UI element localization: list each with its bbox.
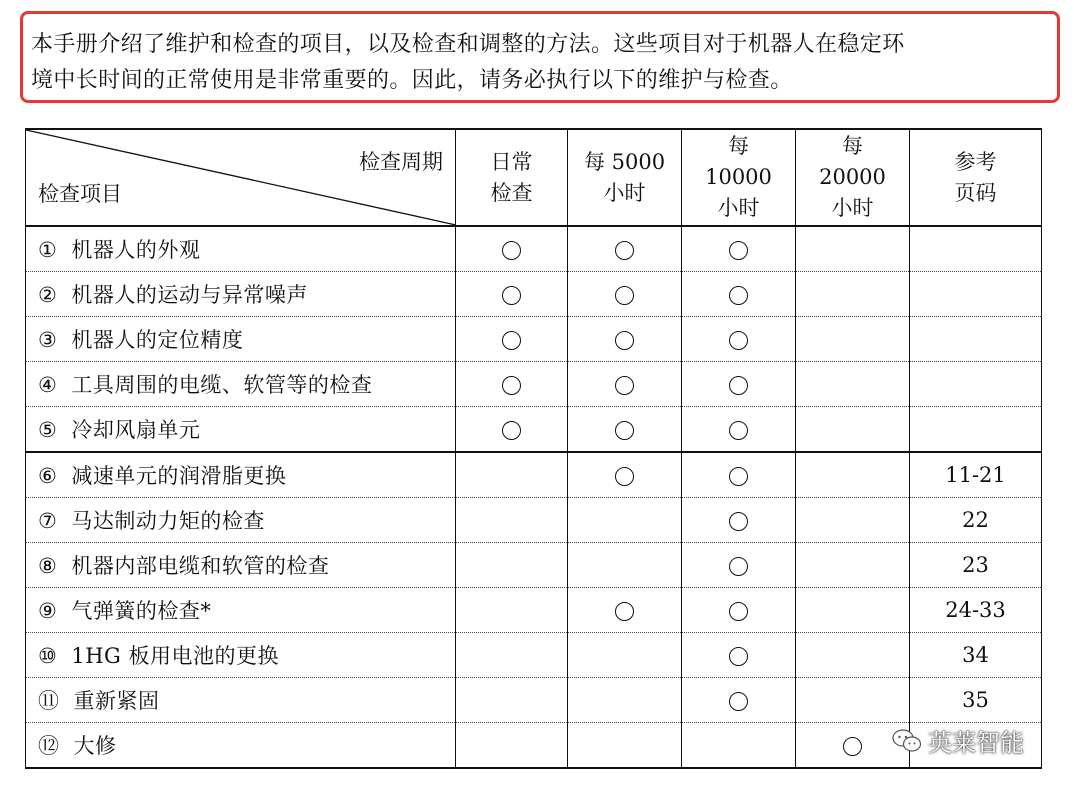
page-ref-cell: 24-33 xyxy=(910,588,1042,633)
circle-mark-icon xyxy=(615,241,634,260)
item-number: ⑩ xyxy=(38,644,58,668)
circle-mark-icon xyxy=(729,286,748,305)
period-cell-h20000 xyxy=(796,362,910,407)
period-cell-daily xyxy=(456,543,568,588)
period-cell-daily xyxy=(456,633,568,678)
period-cell-h20000 xyxy=(796,678,910,723)
item-number: ⑪ xyxy=(38,689,60,713)
period-cell-h10000 xyxy=(682,407,796,453)
circle-mark-icon xyxy=(615,376,634,395)
wechat-icon xyxy=(892,728,922,754)
circle-mark-icon xyxy=(502,376,521,395)
circle-mark-icon xyxy=(729,241,748,260)
intro-line-2: 境中长时间的正常使用是非常重要的。因此，请务必执行以下的维护与检查。 xyxy=(31,68,793,93)
circle-mark-icon xyxy=(729,376,748,395)
period-cell-h10000 xyxy=(682,678,796,723)
circle-mark-icon xyxy=(502,241,521,260)
table-row xyxy=(26,498,1042,543)
header-period-label: 检查周期 xyxy=(359,150,443,174)
circle-mark-icon xyxy=(729,557,748,576)
period-cell-h10000 xyxy=(682,226,796,272)
circle-mark-icon xyxy=(729,421,748,440)
header-daily: 日常 检查 xyxy=(456,129,568,226)
period-cell-daily xyxy=(456,272,568,317)
table-row xyxy=(26,407,1042,453)
item-number: ⑨ xyxy=(38,599,58,623)
item-label: 机器人的运动与异常噪声 xyxy=(71,283,308,307)
item-number: ③ xyxy=(38,328,58,352)
check-item-cell xyxy=(26,678,456,723)
period-cell-h5000 xyxy=(568,543,682,588)
item-number: ⑤ xyxy=(38,418,58,442)
period-cell-h20000 xyxy=(796,498,910,543)
table-row xyxy=(26,633,1042,678)
period-cell-h5000 xyxy=(568,362,682,407)
check-item-cell xyxy=(26,543,456,588)
period-cell-daily xyxy=(456,498,568,543)
table-row xyxy=(26,588,1042,633)
item-number: ⑦ xyxy=(38,509,58,533)
circle-mark-icon xyxy=(729,647,748,666)
page-ref-cell: 22 xyxy=(910,498,1042,543)
header-5000h: 每 5000 小时 xyxy=(568,129,682,226)
check-item-cell xyxy=(26,272,456,317)
item-label: 大修 xyxy=(73,734,117,758)
period-cell-h5000 xyxy=(568,498,682,543)
circle-mark-icon xyxy=(502,286,521,305)
period-cell-h5000 xyxy=(568,678,682,723)
period-cell-h5000 xyxy=(568,317,682,362)
page-ref-cell: 34 xyxy=(910,633,1042,678)
table-row xyxy=(26,678,1042,723)
period-cell-daily xyxy=(456,226,568,272)
circle-mark-icon xyxy=(729,467,748,486)
item-number: ② xyxy=(38,283,58,307)
circle-mark-icon xyxy=(729,602,748,621)
item-label: 重新紧固 xyxy=(73,689,160,713)
page-ref-cell xyxy=(910,362,1042,407)
period-cell-h10000 xyxy=(682,317,796,362)
period-cell-h20000 xyxy=(796,633,910,678)
period-cell-h10000 xyxy=(682,588,796,633)
item-label: 机器人的定位精度 xyxy=(71,328,244,352)
item-number: ⑥ xyxy=(38,464,58,488)
item-label: 冷却风扇单元 xyxy=(71,418,201,442)
period-cell-h20000 xyxy=(796,543,910,588)
period-cell-daily xyxy=(456,588,568,633)
check-item-cell xyxy=(26,452,456,498)
intro-line-1: 本手册介绍了维护和检查的项目，以及检查和调整的方法。这些项目对于机器人在稳定环 xyxy=(31,32,905,57)
check-item-cell xyxy=(26,588,456,633)
table-row xyxy=(26,226,1042,272)
page-ref-cell xyxy=(910,317,1042,362)
page-ref-cell xyxy=(910,272,1042,317)
table-row xyxy=(26,452,1042,498)
maintenance-table xyxy=(25,128,1042,769)
page-ref-cell xyxy=(910,226,1042,272)
page-ref-cell: 23 xyxy=(910,543,1042,588)
header-item-label: 检查项目 xyxy=(38,182,122,206)
period-cell-daily xyxy=(456,678,568,723)
header-corner-cell xyxy=(26,129,456,226)
period-cell-daily xyxy=(456,723,568,769)
check-item-cell xyxy=(26,723,456,769)
table-row xyxy=(26,317,1042,362)
circle-mark-icon xyxy=(615,331,634,350)
period-cell-daily xyxy=(456,362,568,407)
table-row xyxy=(26,723,1042,769)
circle-mark-icon xyxy=(729,512,748,531)
item-label: 机器人的外观 xyxy=(71,238,201,262)
header-10000h: 每 10000 小时 xyxy=(682,129,796,226)
period-cell-h5000 xyxy=(568,633,682,678)
page-ref-cell: 35 xyxy=(910,678,1042,723)
period-cell-h10000 xyxy=(682,272,796,317)
circle-mark-icon xyxy=(729,331,748,350)
check-item-cell xyxy=(26,498,456,543)
page-ref-cell: 11-21 xyxy=(910,452,1042,498)
period-cell-h10000 xyxy=(682,633,796,678)
period-cell-h5000 xyxy=(568,226,682,272)
period-cell-h20000 xyxy=(796,588,910,633)
check-item-cell xyxy=(26,226,456,272)
header-page: 参考 页码 xyxy=(910,129,1042,226)
period-cell-h5000 xyxy=(568,407,682,453)
period-cell-h20000 xyxy=(796,272,910,317)
period-cell-h20000 xyxy=(796,317,910,362)
intro-box xyxy=(20,11,1060,103)
item-label: 机器内部电缆和软管的检查 xyxy=(71,554,330,578)
circle-mark-icon xyxy=(502,331,521,350)
item-label: 1HG 板用电池的更换 xyxy=(71,644,279,668)
page-ref-cell xyxy=(910,407,1042,453)
period-cell-h10000 xyxy=(682,498,796,543)
check-item-cell xyxy=(26,633,456,678)
period-cell-daily xyxy=(456,452,568,498)
circle-mark-icon xyxy=(843,737,862,756)
watermark-text: 英莱智能 xyxy=(928,729,1024,757)
circle-mark-icon xyxy=(615,467,634,486)
period-cell-h5000 xyxy=(568,723,682,769)
item-number: ④ xyxy=(38,373,58,397)
table-row xyxy=(26,362,1042,407)
item-label: 减速单元的润滑脂更换 xyxy=(71,464,287,488)
period-cell-h10000 xyxy=(682,723,796,769)
check-item-cell xyxy=(26,407,456,453)
period-cell-h5000 xyxy=(568,272,682,317)
period-cell-h10000 xyxy=(682,543,796,588)
period-cell-h20000 xyxy=(796,226,910,272)
item-label: 气弹簧的检查* xyxy=(71,599,212,623)
period-cell-daily xyxy=(456,407,568,453)
period-cell-h10000 xyxy=(682,452,796,498)
circle-mark-icon xyxy=(615,421,634,440)
period-cell-h5000 xyxy=(568,452,682,498)
circle-mark-icon xyxy=(615,286,634,305)
item-number: ⑫ xyxy=(38,734,60,758)
circle-mark-icon xyxy=(502,421,521,440)
circle-mark-icon xyxy=(615,602,634,621)
table-row xyxy=(26,272,1042,317)
item-label: 工具周围的电缆、软管等的检查 xyxy=(71,373,373,397)
table-row xyxy=(26,543,1042,588)
header-row xyxy=(26,129,1042,226)
header-20000h: 每 20000 小时 xyxy=(796,129,910,226)
item-label: 马达制动力矩的检查 xyxy=(71,509,265,533)
check-item-cell xyxy=(26,317,456,362)
period-cell-h10000 xyxy=(682,362,796,407)
circle-mark-icon xyxy=(729,692,748,711)
item-number: ① xyxy=(38,238,58,262)
item-number: ⑧ xyxy=(38,554,58,578)
check-item-cell xyxy=(26,362,456,407)
period-cell-h20000 xyxy=(796,407,910,453)
period-cell-daily xyxy=(456,317,568,362)
period-cell-h5000 xyxy=(568,588,682,633)
period-cell-h20000 xyxy=(796,452,910,498)
watermark xyxy=(892,723,1024,758)
